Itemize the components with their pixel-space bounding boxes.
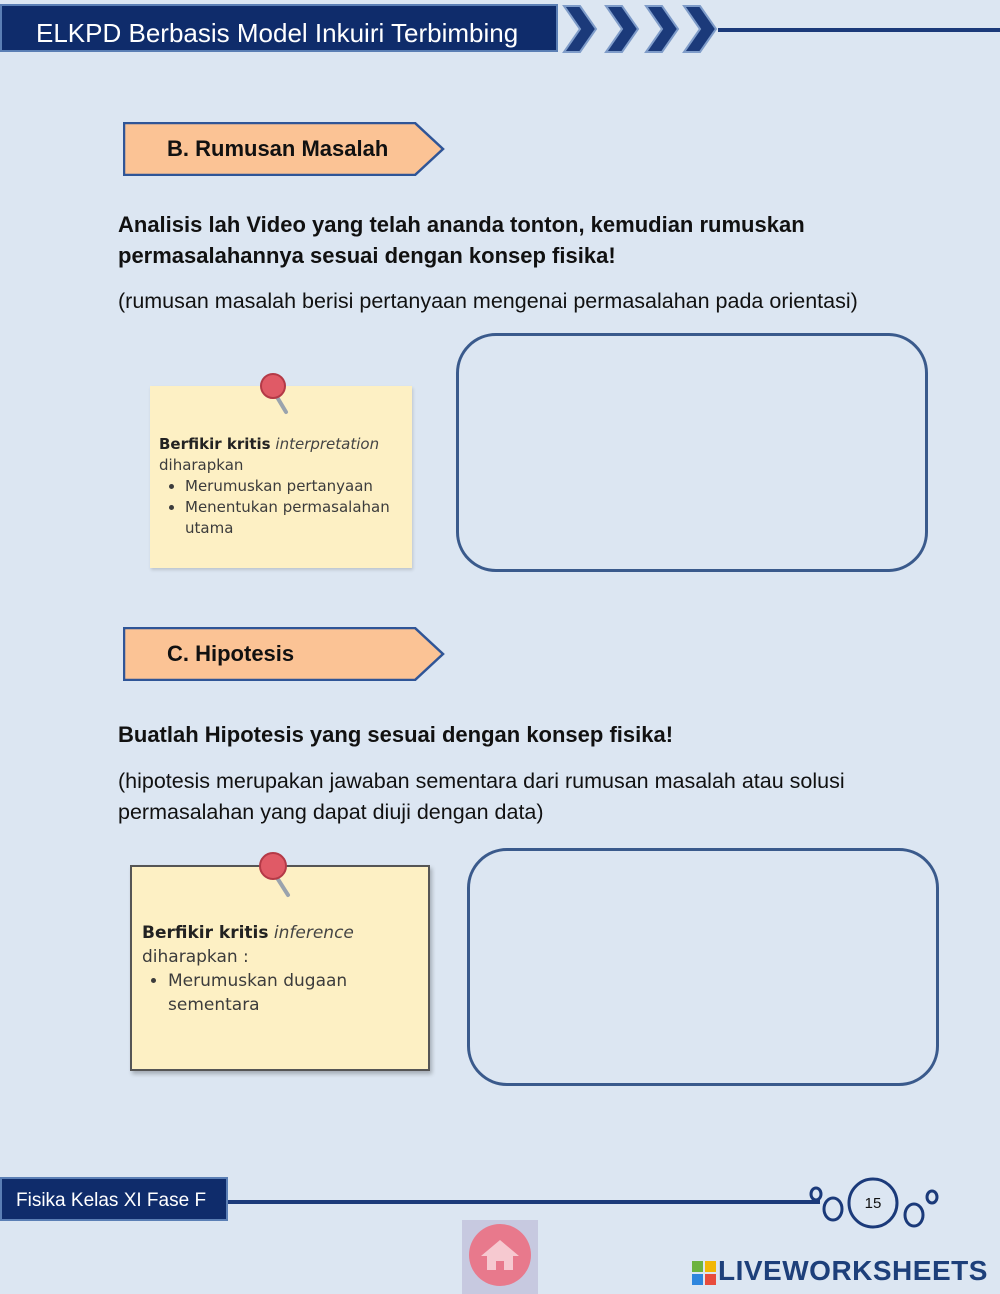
list-item: • Merumuskan pertanyaan	[185, 476, 409, 497]
header-bar	[0, 4, 558, 52]
section-b-note-title	[159, 434, 409, 455]
footer-bar	[0, 1177, 228, 1221]
section-b-note-title-italic: interpretation	[275, 435, 380, 453]
section-c-note-title	[142, 921, 422, 945]
section-c-note-list	[142, 969, 378, 1017]
list-item: • Menentukan permasalahan utama	[185, 497, 409, 539]
section-c-note-body	[142, 921, 422, 1017]
section-b-hint: (rumusan masalah berisi pertanyaan mengenai permasalahan pada orientasi)	[118, 289, 858, 313]
pushpin-icon	[254, 372, 294, 418]
section-b-note-body	[159, 434, 409, 539]
section-b-instruction: Analisis lah Video yang telah ananda tonton, kemudian rumuskan permasalahannya sesuai dengan konsep fisika!	[118, 212, 805, 268]
section-b-note-list	[159, 476, 409, 539]
page-number: 15	[864, 1195, 882, 1212]
chevron-arrows-icon	[560, 2, 720, 56]
section-c-answer-box[interactable]	[467, 848, 939, 1086]
section-c-tag	[123, 627, 445, 681]
liveworksheets-brand	[692, 1255, 988, 1287]
header-divider	[718, 28, 1000, 32]
header-title: ELKPD Berbasis Model Inkuiri Terbimbing	[36, 18, 519, 48]
section-c-hint: (hipotesis merupakan jawaban sementara dari rumusan masalah atau solusi permasalahan yang dapat diuji dengan data)	[118, 769, 845, 824]
section-c-note-subtitle: diharapkan :	[142, 947, 249, 967]
section-b-note-title-bold: Berfikir kritis	[159, 435, 271, 453]
home-icon	[469, 1224, 531, 1286]
section-c-sticky-note	[130, 865, 430, 1071]
pushpin-icon	[252, 851, 296, 901]
section-b-title: B. Rumusan Masalah	[167, 136, 389, 161]
section-b-note-subtitle: diharapkan	[159, 456, 244, 474]
liveworksheets-logo-icon	[692, 1261, 716, 1285]
home-button[interactable]	[469, 1224, 531, 1286]
footer-label: Fisika Kelas XI Fase F	[16, 1190, 207, 1211]
section-c-note-title-bold: Berfikir kritis	[142, 923, 269, 943]
brand-name: LIVEWORKSHEETS	[718, 1255, 988, 1286]
section-b-answer-box[interactable]	[456, 333, 928, 572]
section-c-title: C. Hipotesis	[167, 641, 295, 666]
section-b-tag	[123, 122, 445, 176]
page-number-bubbles	[806, 1176, 946, 1232]
section-b-sticky-note	[150, 386, 412, 568]
home-button-frame	[462, 1220, 538, 1294]
footer-divider	[228, 1200, 820, 1204]
section-c-instruction: Buatlah Hipotesis yang sesuai dengan konsep fisika!	[118, 722, 674, 747]
section-c-note-title-italic: inference	[273, 923, 354, 943]
list-item: • Merumuskan dugaan sementara	[168, 969, 378, 1017]
